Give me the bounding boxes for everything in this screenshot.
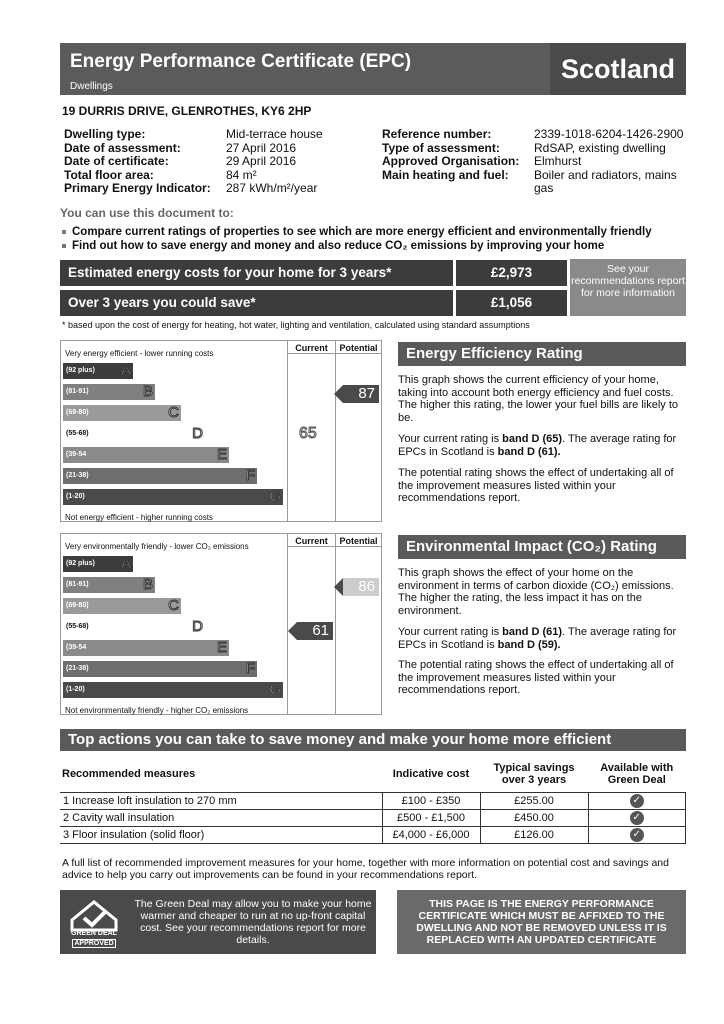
bullet-text: Compare current ratings of properties to see which are more energy efficient and environmentally friendly [72, 226, 652, 238]
rating-band-a [63, 556, 133, 572]
rating-band-g [63, 489, 283, 505]
value-floor-area: 84 m² [226, 167, 257, 182]
measure-cost: £100 - £350 [382, 792, 480, 809]
epc-header [60, 43, 686, 95]
green-deal-cell [588, 826, 686, 843]
energy-efficiency-chart [60, 340, 382, 522]
rating-band-b [63, 577, 155, 593]
band-range: (39-54 [66, 644, 87, 651]
band-letter: B [142, 383, 153, 400]
measure-name: 2 Cavity wall insulation [60, 809, 382, 826]
band-range: (92 plus) [66, 560, 95, 567]
label-floor-area: Total floor area: [64, 167, 154, 182]
left-info-labels [64, 128, 211, 196]
potential-rating-value: 86 [358, 578, 375, 595]
rating-band-f [63, 468, 257, 484]
environmental-impact-chart [60, 533, 382, 715]
rating-band-f [63, 661, 257, 677]
rating-band-a [63, 363, 133, 379]
recommendations-footnote: A full list of recommended improvement measures for your home, together with more information on potential cost and savings and advice to help you carry out improvements can be found in your recommendations report. [62, 857, 669, 881]
current-rating-value: 65 [299, 425, 317, 442]
measure-name: 1 Increase loft insulation to 270 mm [60, 792, 382, 809]
band-letter: D [192, 425, 203, 442]
band-letter: G [269, 488, 281, 505]
table-row [60, 809, 686, 826]
check-icon: ✓ [630, 811, 644, 825]
chart-bottom-caption: Not energy efficient - higher running costs [65, 513, 213, 522]
band-letter: C [168, 597, 179, 614]
left-info-values [226, 128, 323, 196]
measure-saving: £126.00 [480, 826, 588, 843]
check-icon: ✓ [630, 828, 644, 842]
label-energy-indicator: Primary Energy Indicator: [64, 181, 211, 195]
value-date-certificate: 29 April 2016 [226, 154, 297, 168]
header-cost: Indicative cost [382, 756, 480, 792]
header-measures: Recommended measures [60, 756, 382, 792]
ee-p2-text: . The average rating for EPCs in Scotland is [398, 433, 677, 458]
certificate-notice: THIS PAGE IS THE ENERGY PERFORMANCE CERTIFICATE WHICH MUST BE AFFIXED TO THE DWELLING AND NOT BE REMOVED UNLESS IT IS REPLACED WITH AN UPDATED CERTIFICATE [397, 890, 686, 954]
rating-band-c [63, 405, 181, 421]
rating-band-d [63, 619, 205, 635]
label-date-assessment: Date of assessment: [64, 140, 181, 155]
green-deal-cell [588, 792, 686, 809]
green-deal-box [60, 890, 376, 954]
band-letter: D [192, 618, 203, 635]
ee-p2-text: Your current rating is [398, 433, 503, 445]
bullet-text: Find out how to save energy and money and also reduce CO₂ emissions by improving your home [72, 240, 605, 252]
page-subtitle: Dwellings [70, 81, 113, 92]
band-range: (21-38) [66, 472, 89, 479]
property-address: 19 DURRIS DRIVE, GLENROTHES, KY6 2HP [62, 104, 312, 118]
band-letter: E [216, 639, 227, 656]
bullet-icon [62, 244, 66, 248]
band-letter: G [269, 681, 281, 698]
measure-name: 3 Floor insulation (solid floor) [60, 826, 382, 843]
savings-label: Over 3 years you could save* [68, 295, 256, 310]
value-organisation: Elmhurst [534, 154, 582, 168]
green-deal-text: The Green Deal may allow you to make your home warmer and cheaper to run at no up-front capital cost. See your recommendations report for more details. [134, 898, 372, 946]
bullet-icon [62, 230, 66, 234]
value-reference: 2339-1018-6204-1426-2900 [534, 127, 684, 141]
top-actions-title: Top actions you can take to save money and make your home more efficient [60, 729, 686, 751]
chart-top-caption: Very environmentally friendly - lower CO₂ emissions [65, 542, 249, 551]
potential-column-header: Potential [336, 341, 381, 354]
rating-band-c [63, 598, 181, 614]
cost-label: Estimated energy costs for your home for 3 years* [68, 265, 392, 280]
ei-p2-text: . The average rating for EPCs in Scotland is [398, 626, 677, 651]
cost-value: £2,973 [453, 260, 567, 286]
check-icon: ✓ [630, 794, 644, 808]
chart-bottom-caption: Not environmentally friendly - higher CO₂ emissions [65, 706, 249, 715]
green-deal-cell [588, 809, 686, 826]
label-dwelling-type: Dwelling type: [64, 127, 146, 141]
potential-rating-value: 87 [358, 385, 375, 402]
band-range: (81-91) [66, 388, 89, 395]
energy-efficiency-title: Energy Efficiency Rating [398, 342, 686, 366]
rating-band-e [63, 640, 229, 656]
green-deal-logo-text: GREEN DEAL [71, 930, 117, 937]
region-label: Scotland [550, 43, 686, 95]
band-range: (55-68) [66, 430, 89, 437]
band-range: (1-20) [66, 493, 85, 500]
table-row [60, 826, 686, 843]
bullet-item [62, 226, 652, 238]
current-rating-arrow [297, 622, 333, 640]
potential-rating-arrow [343, 578, 379, 596]
current-rating-value: 61 [312, 622, 329, 639]
header-green-deal: Available with Green Deal [588, 756, 686, 792]
right-info-values [534, 128, 690, 196]
ei-p2-text: Your current rating is [398, 626, 503, 638]
measure-saving: £255.00 [480, 792, 588, 809]
value-energy-indicator: 287 kWh/m²/year [226, 181, 318, 195]
savings-value: £1,056 [453, 290, 567, 316]
label-assessment-type: Type of assessment: [382, 140, 500, 155]
green-deal-approved: APPROVED [72, 939, 116, 948]
measures-table [60, 756, 686, 844]
rating-band-g [63, 682, 283, 698]
use-document-title: You can use this document to: [60, 206, 234, 220]
label-reference: Reference number: [382, 127, 492, 141]
band-letter: F [245, 660, 255, 677]
band-letter: A [120, 362, 131, 379]
chart-top-caption: Very energy efficient - lower running costs [65, 349, 214, 358]
page-title: Energy Performance Certificate (EPC) [70, 51, 412, 72]
table-header-row [60, 756, 686, 792]
ee-average-band: band D (61). [497, 445, 561, 458]
potential-column [335, 534, 381, 714]
measure-saving: £450.00 [480, 809, 588, 826]
ee-current-band: band D (65) [502, 433, 563, 445]
ei-paragraph-2 [398, 626, 688, 651]
rating-band-b [63, 384, 155, 400]
band-range: (69-80) [66, 409, 89, 416]
header-savings: Typical savings over 3 years [480, 756, 588, 792]
label-organisation: Approved Organisation: [382, 154, 520, 168]
potential-column [335, 341, 381, 521]
ei-paragraph-1: This graph shows the effect of your home on the environment in terms of carbon dioxide (CO₂) emissions. The higher the rating, the less impact it has on the environment. [398, 567, 674, 617]
current-column-header: Current [288, 341, 335, 354]
label-heating: Main heating and fuel: [382, 167, 509, 182]
band-range: (92 plus) [66, 367, 95, 374]
value-heating: Boiler and radiators, mains gas [534, 167, 677, 195]
right-info-labels [382, 128, 519, 182]
band-letter: F [245, 467, 255, 484]
label-date-certificate: Date of certificate: [64, 154, 169, 168]
band-letter: E [216, 446, 227, 463]
rating-band-e [63, 447, 229, 463]
measure-cost: £500 - £1,500 [382, 809, 480, 826]
value-dwelling-type: Mid-terrace house [226, 127, 323, 141]
ei-paragraph-3: The potential rating shows the effect of undertaking all of the improvement measures listed within your recommendations report. [398, 659, 674, 696]
current-column-header: Current [288, 534, 335, 547]
band-range: (69-80) [66, 602, 89, 609]
ee-paragraph-1: This graph shows the current efficiency of your home, taking into account both energy efficiency and fuel costs. The higher this rating, the lower your fuel bills are likely to be. [398, 374, 679, 424]
environmental-impact-title: Environmental Impact (CO₂) Rating [398, 535, 686, 559]
band-letter: C [168, 404, 179, 421]
band-range: (21-38) [66, 665, 89, 672]
potential-rating-arrow [343, 385, 379, 403]
value-date-assessment: 27 April 2016 [226, 140, 297, 155]
band-range: (55-68) [66, 623, 89, 630]
ei-current-band: band D (61) [502, 626, 563, 638]
cost-footnote: * based upon the cost of energy for heating, hot water, lighting and ventilation, calculated using standard assumptions [62, 320, 530, 330]
cost-row-savings [60, 290, 567, 316]
measure-cost: £4,000 - £6,000 [382, 826, 480, 843]
band-letter: B [142, 576, 153, 593]
band-range: (81-91) [66, 581, 89, 588]
potential-column-header: Potential [336, 534, 381, 547]
ei-average-band: band D (59). [497, 638, 561, 651]
ee-paragraph-2 [398, 433, 688, 458]
cost-row-estimated [60, 260, 567, 286]
value-assessment-type: RdSAP, existing dwelling [534, 140, 666, 155]
bullet-item [62, 240, 604, 252]
ee-paragraph-3: The potential rating shows the effect of undertaking all of the improvement measures listed within your recommendations report. [398, 467, 674, 504]
band-range: (1-20) [66, 686, 85, 693]
see-recommendations-box: See your recommendations report for more information [570, 259, 686, 316]
rating-band-d [63, 426, 205, 442]
band-letter: A [120, 555, 131, 572]
table-row [60, 792, 686, 809]
band-range: (39-54 [66, 451, 87, 458]
